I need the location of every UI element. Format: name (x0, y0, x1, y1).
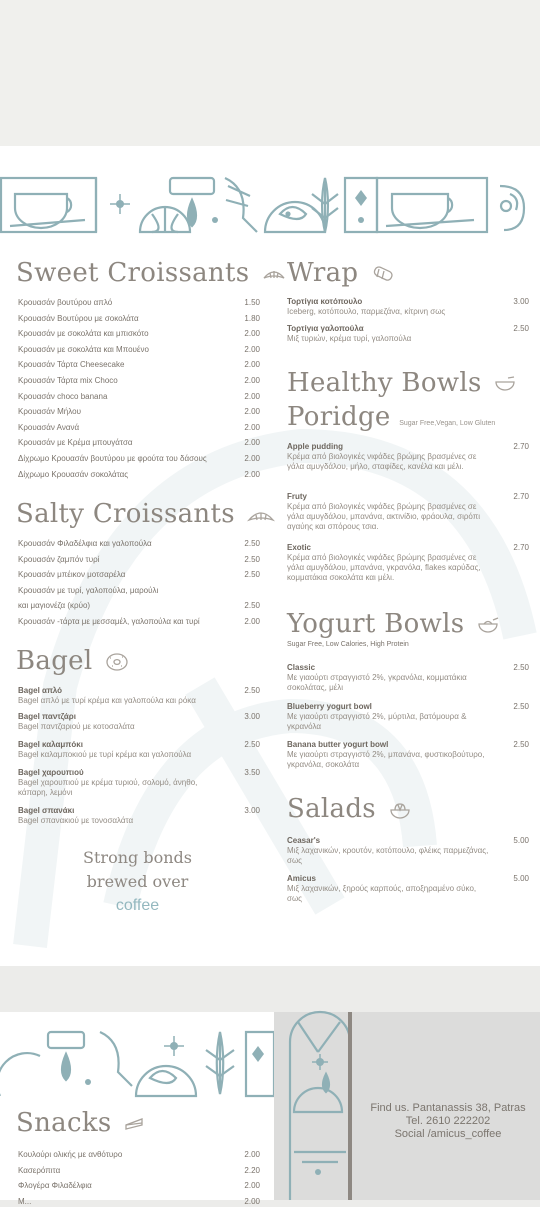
item-price: 2.50 (244, 686, 260, 695)
menu-item (287, 492, 529, 532)
item-name: Κρουασάν Τάρτα Cheesecake (18, 360, 125, 370)
menu-page-1 (0, 146, 540, 966)
item-price: 5.00 (513, 874, 529, 883)
yogurt-bowls-note: Sugar Free, Low Calories, High Protein (287, 641, 409, 648)
item-name: Amicus (287, 874, 316, 883)
item-price: 2.00 (244, 438, 260, 448)
croissant-icon (262, 266, 286, 282)
menu-item (18, 686, 260, 706)
item-price: 2.50 (513, 702, 529, 711)
item-name: Bagel απλό (18, 686, 62, 695)
menu-row (18, 392, 260, 402)
menu-row (18, 1197, 260, 1207)
menu-row (18, 617, 260, 627)
decorative-banner-2 (0, 1026, 274, 1098)
section-title-sweet-croissants (16, 258, 286, 288)
item-name: Κρουασάν Ανανά (18, 422, 80, 432)
section-title-snacks (16, 1108, 144, 1138)
section-title-poridge (287, 402, 495, 432)
social-handle: Social /amicus_coffee (394, 1128, 502, 1140)
section-title-yogurt-bowls (287, 609, 499, 639)
item-name: Κασερόπιτα (18, 1165, 61, 1175)
item-description: Bagel χαρουπιού με κρέμα τυριού, σολομό, άνηθο, κάπαρη, λεμόνι (18, 778, 198, 797)
menu-item (287, 874, 529, 904)
item-price: 2.00 (244, 391, 260, 401)
section-title-salty-croissants (16, 499, 275, 529)
item-name: Φλογέρα Φιλαδέλφια (18, 1181, 92, 1191)
item-name: Τορτίγια κοτόπουλο (287, 297, 363, 306)
menu-row (18, 555, 260, 565)
item-price: 2.00 (244, 376, 260, 385)
item-price: 2.70 (513, 442, 529, 451)
menu-row (18, 345, 260, 355)
item-name: Κρουασάν Τάρτα mix Choco (18, 376, 118, 385)
poridge-title: Poridge (287, 402, 391, 432)
page-gap-top (0, 0, 540, 146)
item-name: Μ... (18, 1196, 32, 1206)
croissant-icon (247, 507, 275, 523)
item-name: Bagel παντζάρι (18, 712, 76, 721)
item-description: Με γιαούρτι στραγγιστό 2%, γκρανόλα, κομματάκια σοκολάτας, μέλι (287, 673, 467, 692)
item-price: 1.50 (244, 298, 260, 307)
item-price: 2.50 (513, 663, 529, 672)
item-description: Κρέμα από βιολογικές νιφάδες βρώμης βρασμένες σε γάλα αμυγδάλου, μπανάνα, ακτινίδιο, φράουλα, σιρόπι αγαύης και σπόρους τσια. (287, 502, 481, 531)
item-name: Κρουασάν -τάρτα με μεσσαμέλ, γαλοπούλα και τυρί (18, 617, 200, 626)
menu-row (18, 601, 260, 611)
menu-item (287, 543, 529, 583)
slogan-line-1: Strong bonds (83, 848, 192, 867)
menu-page-2 (0, 1012, 274, 1206)
slogan-line-3: coffee (115, 897, 160, 914)
menu-item (18, 768, 260, 798)
yogurt-bowls-title: Yogurt Bowls (287, 609, 465, 639)
item-description: Με γιαούρτι στραγγιστό 2%, μπανάνα, φυστικοβούτυρο, γκρανόλα, σοκολάτα (287, 750, 485, 769)
snacks-title: Snacks (16, 1108, 112, 1138)
menu-item (287, 702, 529, 732)
section-title-wrap (287, 258, 395, 288)
item-description: Μιξ λαχανικών, κρουτόν, κοτόπουλο, φλέικς παρμεζάνας, σως (287, 846, 489, 865)
slogan (40, 846, 235, 918)
item-price: 2.50 (244, 740, 260, 749)
item-name: Κρουασάν ζαμπόν τυρί (18, 554, 100, 564)
menu-row (18, 1150, 260, 1160)
item-description: Κρέμα από βιολογικές νιφάδες βρώμης βρασμένες σε γάλα αμυγδάλου, μπανάνα, γκρανόλα, flakes καρύδας, κομματάκια σοκολάτα και μέλι. (287, 553, 481, 582)
item-name: Bagel καλαμπόκι (18, 740, 83, 749)
item-name: Κρουασάν με Κρέμα μπουγάτσα (18, 438, 133, 448)
item-price: 2.00 (244, 454, 260, 463)
item-name: Κουλούρι ολικής με ανθότυρο (18, 1150, 123, 1159)
item-name: Δίχρωμο Κρουασάν βουτύρου με φρούτα του δάσους (18, 454, 207, 463)
item-name: Τορτίγια γαλοπούλα (287, 324, 364, 333)
menu-row (18, 438, 260, 448)
divider (348, 1012, 352, 1200)
item-price: 5.00 (513, 836, 529, 845)
item-name: Κρουασάν Βουτύρου με σοκολάτα (18, 313, 139, 323)
menu-item (287, 297, 529, 317)
item-price: 2.00 (244, 1181, 260, 1191)
menu-item (287, 324, 529, 344)
item-name: Classic (287, 663, 316, 672)
item-price: 2.00 (244, 422, 260, 432)
menu-row (18, 1181, 260, 1191)
item-price: 3.00 (513, 297, 529, 306)
bagel-title: Bagel (16, 646, 93, 676)
menu-row (18, 470, 260, 480)
item-price: 2.50 (244, 601, 260, 611)
address: Find us. Pantanassis 38, Patras (370, 1102, 526, 1114)
item-name: Κρουασάν με σοκολάτα και Μπουένο (18, 344, 149, 354)
item-name: Exotic (287, 543, 312, 552)
item-price: 3.50 (244, 768, 260, 777)
item-price: 3.00 (244, 712, 260, 721)
wrap-icon (371, 265, 395, 283)
yogurt-bowl-icon (477, 617, 499, 633)
item-price: 2.00 (244, 360, 260, 370)
decorative-arch (288, 1012, 354, 1200)
salty-croissants-title: Salty Croissants (16, 499, 235, 529)
menu-row (18, 376, 260, 386)
item-name: Κρουασάν Μήλου (18, 407, 81, 417)
item-price: 2.50 (244, 554, 260, 564)
menu-item (287, 836, 529, 866)
wrap-title: Wrap (287, 258, 359, 288)
salad-bowl-icon (389, 801, 411, 819)
item-description: Iceberg, κοτόπουλο, παρμεζάνα, κίτρινη σως (287, 307, 446, 316)
item-name: Banana butter yogurt bowl (287, 740, 389, 749)
item-name: Bagel σπανάκι (18, 806, 75, 815)
item-name: Κρουασάν με τυρί, γαλοπούλα, μαρούλι (18, 585, 159, 595)
sandwich-icon (124, 1117, 144, 1131)
menu-item (287, 442, 529, 472)
section-title-healthy-bowls (287, 368, 516, 398)
item-name: Κρουασάν Φιλαδέλφια και γαλοπούλα (18, 539, 152, 548)
item-name: Apple pudding (287, 442, 343, 451)
item-price: 2.50 (513, 324, 529, 333)
item-description: Κρέμα από βιολογικές νιφάδες βρώμης βρασμένες σε γάλα αμυγδάλου, μήλο, σταφίδες, κανέλα και μέλι. (287, 452, 477, 471)
item-name: Κρουασάν με σοκολάτα και μπισκότο (18, 329, 149, 339)
item-description: Μιξ τυριών, κρέμα τυρί, γαλοπούλα (287, 334, 412, 343)
sweet-croissants-title: Sweet Croissants (16, 258, 250, 288)
menu-item (18, 712, 260, 732)
item-description: Μιξ λαχανικών, ξηρούς καρπούς, αποξηραμένο σύκο, σως (287, 884, 477, 903)
item-name: Ceasar's (287, 836, 321, 845)
menu-row (18, 329, 260, 339)
menu-row (18, 570, 260, 580)
section-title-bagel (16, 646, 129, 676)
section-title-salads (287, 794, 411, 824)
menu-item (18, 806, 260, 826)
item-price: 2.00 (244, 469, 260, 479)
item-description: Bagel καλαμποκιού με τυρί κρέμα και γαλοπούλα (18, 750, 192, 759)
item-price: 2.00 (244, 407, 260, 417)
item-name: Bagel χαρουπιού (18, 768, 84, 777)
item-name: Δίχρωμο Κρουασάν σοκολάτας (18, 469, 129, 479)
menu-item (287, 740, 529, 770)
menu-row (18, 314, 260, 324)
menu-item (287, 663, 529, 693)
item-name: Κρουασάν choco banana (18, 391, 108, 401)
bagel-icon (105, 652, 129, 672)
menu-row (18, 586, 260, 596)
item-description: Με γιαούρτι στραγγιστό 2%, μύρτιλα, βατόμουρα & γκρανόλα (287, 712, 467, 731)
item-price: 2.50 (244, 539, 260, 548)
phone: Tel. 2610 222202 (405, 1115, 491, 1127)
salads-title: Salads (287, 794, 376, 824)
item-price: 2.00 (244, 344, 260, 354)
menu-row (18, 539, 260, 549)
item-price: 2.50 (513, 740, 529, 749)
bowl-icon (494, 376, 516, 392)
item-price: 1.80 (244, 313, 260, 323)
item-price: 3.00 (244, 806, 260, 815)
menu-row (18, 454, 260, 464)
healthy-bowls-title: Healthy Bowls (287, 368, 482, 398)
item-price: 2.50 (244, 570, 260, 580)
item-description: Bagel παντζαριού με κοτοσαλάτα (18, 722, 135, 731)
menu-back-cover (274, 1012, 540, 1200)
item-name: και μαγιονέζα (κρύο) (18, 601, 91, 611)
menu-item (18, 740, 260, 760)
slogan-line-2: brewed over (86, 872, 189, 891)
decorative-banner (0, 176, 540, 234)
item-price: 2.00 (244, 617, 260, 626)
poridge-note: Sugar Free,Vegan, Low Gluten (399, 420, 496, 427)
item-description: Bagel σπανακιού με τονοσαλάτα (18, 816, 134, 825)
item-price: 2.00 (244, 329, 260, 339)
menu-row (18, 407, 260, 417)
menu-row (18, 1166, 260, 1176)
item-price: 2.00 (244, 1150, 260, 1159)
item-name: Κρουασάν μπέικον μοτσαρέλα (18, 570, 126, 580)
menu-row (18, 360, 260, 370)
contact-info (358, 1102, 538, 1141)
item-price: 2.20 (244, 1165, 260, 1175)
menu-row (18, 298, 260, 308)
item-name: Blueberry yogurt bowl (287, 702, 372, 711)
item-price: 2.70 (513, 543, 529, 552)
item-description: Bagel απλό με τυρί κρέμα και γαλοπούλα και ρόκα (18, 696, 196, 705)
item-name: Fruty (287, 492, 307, 501)
item-price: 2.70 (513, 492, 529, 501)
item-name: Κρουασάν βουτύρου απλό (18, 298, 113, 307)
menu-row (18, 423, 260, 433)
item-price: 2.00 (244, 1196, 260, 1206)
